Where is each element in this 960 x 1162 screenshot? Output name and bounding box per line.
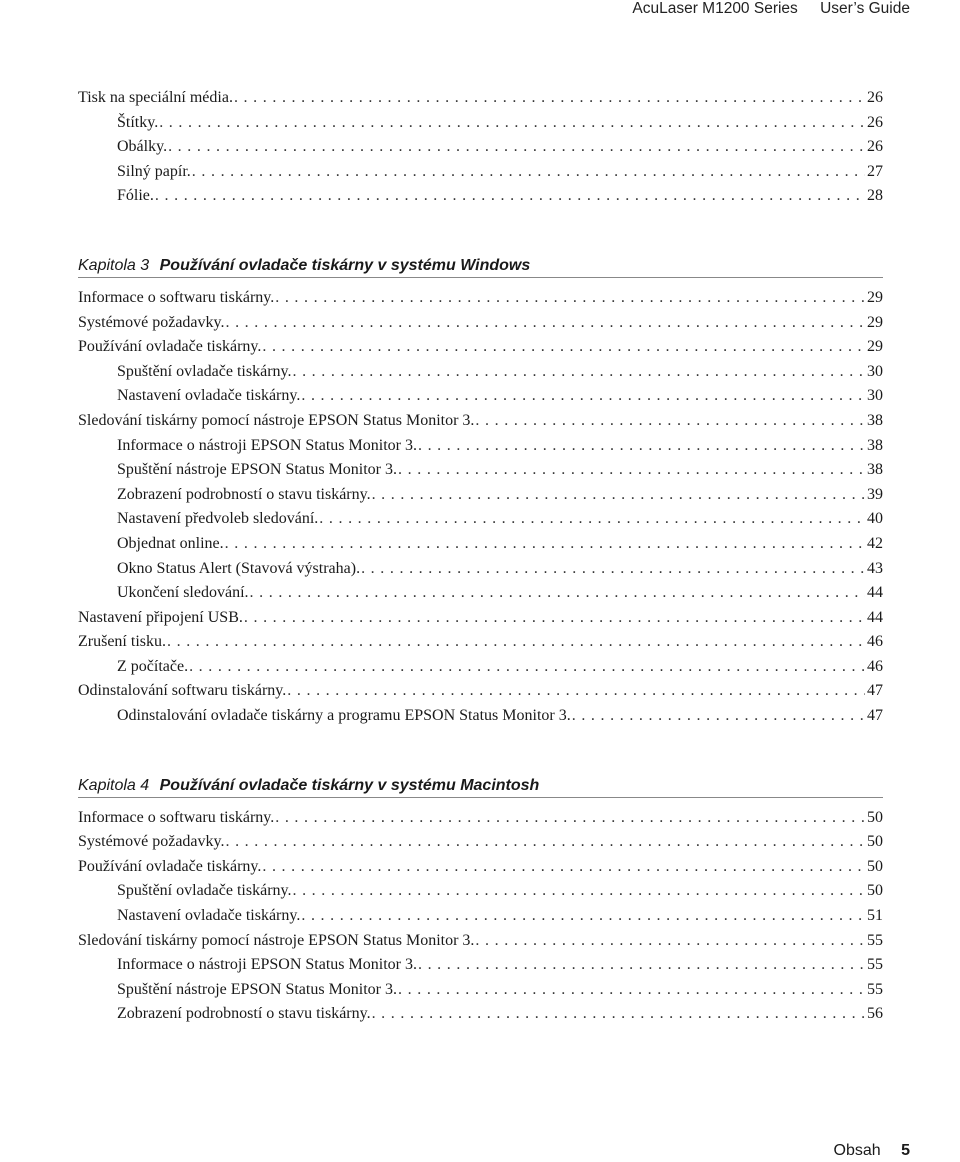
toc-entry-title: Zobrazení podrobností o stavu tiskárny. bbox=[117, 485, 371, 503]
dot-leader bbox=[287, 679, 865, 704]
toc-entry-title: Tisk na speciální média. bbox=[78, 89, 233, 106]
toc-entry-page: 38 bbox=[867, 411, 883, 429]
toc-entry-page: 56 bbox=[867, 1005, 883, 1023]
toc-entry[interactable] bbox=[78, 384, 883, 409]
toc-entry-page: 42 bbox=[867, 534, 883, 552]
toc-entry-title: Silný papír. bbox=[117, 162, 191, 180]
toc-entry-title: Štítky. bbox=[117, 113, 159, 131]
toc-entry-page: 26 bbox=[867, 138, 883, 156]
toc-entry[interactable] bbox=[78, 978, 883, 1003]
toc-entry[interactable] bbox=[78, 679, 883, 704]
page-footer bbox=[834, 1142, 911, 1160]
toc-entry-page: 43 bbox=[867, 559, 883, 577]
toc-entry-title: Nastavení připojení USB. bbox=[78, 608, 243, 626]
dot-leader bbox=[262, 335, 865, 360]
dot-leader bbox=[301, 384, 865, 409]
dot-leader bbox=[244, 606, 865, 631]
toc-entry-page: 46 bbox=[867, 633, 883, 651]
toc-entry-page: 44 bbox=[867, 608, 883, 626]
toc-entry[interactable] bbox=[78, 830, 883, 855]
toc-entry-page: 39 bbox=[867, 485, 883, 503]
toc-entry-title: Odinstalování softwaru tiskárny. bbox=[78, 682, 287, 700]
toc-entry-title: Odinstalování ovladače tiskárny a programu EPSON Status Monitor 3. bbox=[117, 707, 571, 725]
dot-leader bbox=[319, 507, 865, 532]
toc-entry-page: 27 bbox=[867, 162, 883, 180]
toc-entry-title: Spuštění ovladače tiskárny. bbox=[117, 882, 292, 900]
toc-entry-title: Informace o nástroji EPSON Status Monitor 3. bbox=[117, 956, 417, 974]
toc-entry-page: 46 bbox=[867, 657, 883, 675]
toc-entry[interactable] bbox=[78, 184, 883, 209]
toc-entry-page: 29 bbox=[867, 338, 883, 356]
chapter-label: Kapitola 3 bbox=[78, 256, 150, 274]
table-of-contents bbox=[78, 86, 883, 1027]
toc-entry[interactable] bbox=[78, 904, 883, 929]
toc-entry-title: Zrušení tisku. bbox=[78, 633, 166, 651]
toc-entry-page: 55 bbox=[867, 980, 883, 998]
dot-leader bbox=[225, 532, 865, 557]
toc-entry-title: Informace o softwaru tiskárny. bbox=[78, 808, 275, 826]
toc-entry[interactable] bbox=[78, 360, 883, 385]
toc-entry[interactable] bbox=[78, 704, 883, 729]
page-header bbox=[614, 0, 910, 22]
toc-entry[interactable] bbox=[78, 1002, 883, 1027]
dot-leader bbox=[189, 655, 865, 680]
dot-leader bbox=[301, 904, 865, 929]
toc-entry[interactable] bbox=[78, 557, 883, 582]
page-number: 5 bbox=[901, 1142, 910, 1159]
toc-entry[interactable] bbox=[78, 953, 883, 978]
toc-entry-page: 38 bbox=[867, 436, 883, 454]
toc-entry-page: 38 bbox=[867, 461, 883, 479]
toc-entry-page: 30 bbox=[867, 387, 883, 405]
dot-leader bbox=[168, 135, 865, 160]
footer-section: Obsah bbox=[833, 1142, 881, 1159]
toc-entry-title: Sledování tiskárny pomocí nástroje EPSON Status Monitor 3. bbox=[78, 411, 475, 429]
toc-entry[interactable] bbox=[78, 160, 883, 185]
toc-entry[interactable] bbox=[78, 335, 883, 360]
toc-entry-title: Používání ovladače tiskárny. bbox=[78, 338, 262, 356]
toc-entry-page: 29 bbox=[867, 288, 883, 306]
toc-entry-page: 55 bbox=[867, 931, 883, 949]
toc-entry-title: Nastavení ovladače tiskárny. bbox=[117, 907, 301, 925]
toc-entry[interactable] bbox=[78, 135, 883, 160]
dot-leader bbox=[159, 111, 865, 136]
dot-leader bbox=[361, 557, 865, 582]
dot-leader bbox=[225, 830, 865, 855]
dot-leader bbox=[292, 879, 865, 904]
toc-section-top bbox=[78, 86, 883, 209]
dot-leader bbox=[572, 704, 865, 729]
dot-leader bbox=[372, 483, 865, 508]
toc-entry-page: 50 bbox=[867, 833, 883, 851]
toc-entry[interactable] bbox=[78, 581, 883, 606]
dot-leader bbox=[475, 409, 865, 434]
toc-entry-title: Objednat online. bbox=[117, 534, 224, 552]
toc-entry-title: Okno Status Alert (Stavová výstraha). bbox=[117, 559, 361, 577]
toc-entry-page: 28 bbox=[867, 187, 883, 205]
toc-chapter-3 bbox=[78, 286, 883, 729]
dot-leader bbox=[275, 286, 865, 311]
chapter-4-heading bbox=[78, 777, 883, 798]
toc-entry[interactable] bbox=[78, 606, 883, 631]
toc-entry-page: 30 bbox=[867, 362, 883, 380]
toc-chapter-4 bbox=[78, 806, 883, 1027]
toc-entry-page: 26 bbox=[867, 89, 883, 106]
dot-leader bbox=[234, 86, 865, 111]
toc-entry-title: Nastavení ovladače tiskárny. bbox=[117, 387, 301, 405]
toc-entry-page: 50 bbox=[867, 882, 883, 900]
toc-entry[interactable] bbox=[78, 532, 883, 557]
toc-entry[interactable] bbox=[78, 630, 883, 655]
dot-leader bbox=[262, 855, 865, 880]
product-name: AcuLaser M1200 Series bbox=[632, 0, 798, 17]
toc-entry-page: 40 bbox=[867, 510, 883, 528]
toc-entry[interactable] bbox=[78, 458, 883, 483]
dot-leader bbox=[167, 630, 865, 655]
toc-entry-page: 47 bbox=[867, 707, 883, 725]
toc-entry-title: Spuštění ovladače tiskárny. bbox=[117, 362, 292, 380]
toc-entry-page: 50 bbox=[867, 808, 883, 826]
toc-entry-title: Nastavení předvoleb sledování. bbox=[117, 510, 319, 528]
toc-entry-title: Informace o softwaru tiskárny. bbox=[78, 288, 275, 306]
dot-leader bbox=[275, 806, 865, 831]
toc-entry-title: Obálky. bbox=[117, 138, 168, 156]
toc-entry-page: 51 bbox=[867, 907, 883, 925]
toc-entry[interactable] bbox=[78, 879, 883, 904]
toc-entry-page: 50 bbox=[867, 857, 883, 875]
toc-entry-page: 44 bbox=[867, 584, 883, 602]
chapter-title: Používání ovladače tiskárny v systému Windows bbox=[159, 256, 531, 274]
toc-entry[interactable] bbox=[78, 409, 883, 434]
dot-leader bbox=[475, 929, 865, 954]
toc-entry[interactable] bbox=[78, 434, 883, 459]
dot-leader bbox=[418, 434, 865, 459]
toc-entry-page: 26 bbox=[867, 113, 883, 131]
dot-leader bbox=[155, 184, 865, 209]
toc-entry[interactable] bbox=[78, 86, 883, 111]
toc-entry[interactable] bbox=[78, 929, 883, 954]
toc-entry[interactable] bbox=[78, 507, 883, 532]
toc-entry[interactable] bbox=[78, 311, 883, 336]
toc-entry-page: 47 bbox=[867, 682, 883, 700]
toc-entry[interactable] bbox=[78, 483, 883, 508]
dot-leader bbox=[398, 458, 865, 483]
toc-entry-title: Sledování tiskárny pomocí nástroje EPSON Status Monitor 3. bbox=[78, 931, 475, 949]
dot-leader bbox=[292, 360, 865, 385]
toc-entry-title: Používání ovladače tiskárny. bbox=[78, 857, 262, 875]
dot-leader bbox=[225, 311, 865, 336]
chapter-title: Používání ovladače tiskárny v systému Macintosh bbox=[159, 776, 540, 794]
toc-entry-title: Spuštění nástroje EPSON Status Monitor 3. bbox=[117, 461, 398, 479]
toc-entry-title: Fólie. bbox=[117, 187, 154, 205]
toc-entry[interactable] bbox=[78, 655, 883, 680]
dot-leader bbox=[398, 978, 865, 1003]
chapter-3-heading bbox=[78, 257, 883, 278]
toc-entry-page: 55 bbox=[867, 956, 883, 974]
dot-leader bbox=[418, 953, 865, 978]
toc-entry[interactable] bbox=[78, 111, 883, 136]
toc-entry-title: Z počítače. bbox=[117, 657, 189, 675]
toc-entry[interactable] bbox=[78, 806, 883, 831]
toc-entry-title: Informace o nástroji EPSON Status Monitor 3. bbox=[117, 436, 417, 454]
toc-entry[interactable] bbox=[78, 855, 883, 880]
dot-leader bbox=[372, 1002, 865, 1027]
toc-entry-title: Systémové požadavky. bbox=[78, 833, 225, 851]
toc-entry-title: Zobrazení podrobností o stavu tiskárny. bbox=[117, 1005, 371, 1023]
toc-entry-page: 29 bbox=[867, 313, 883, 331]
guide-name: User’s Guide bbox=[820, 0, 910, 17]
dot-leader bbox=[250, 581, 865, 606]
dot-leader bbox=[192, 160, 865, 185]
toc-entry-title: Spuštění nástroje EPSON Status Monitor 3. bbox=[117, 980, 398, 998]
toc-entry[interactable] bbox=[78, 286, 883, 311]
toc-entry-title: Systémové požadavky. bbox=[78, 313, 225, 331]
chapter-label: Kapitola 4 bbox=[78, 776, 150, 794]
toc-entry-title: Ukončení sledování. bbox=[117, 584, 249, 602]
